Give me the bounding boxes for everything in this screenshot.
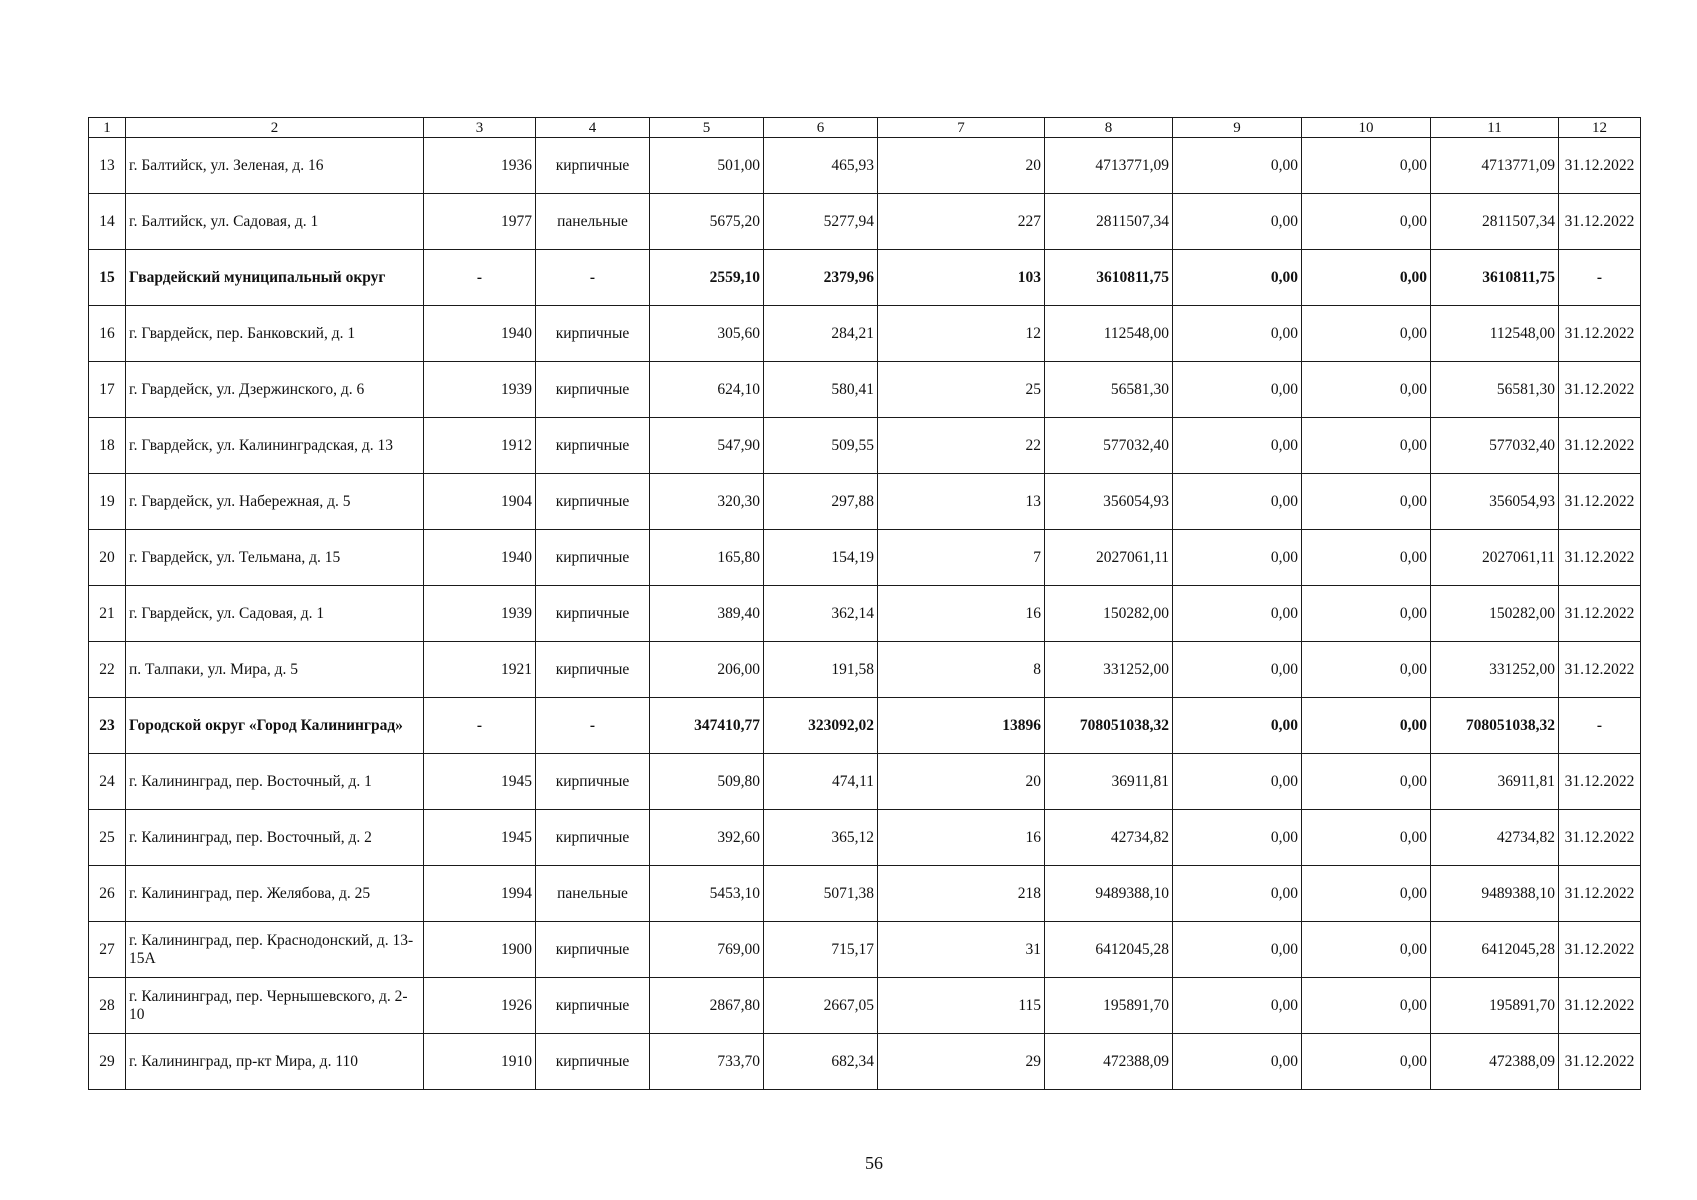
col-header-6: 6 [764, 118, 878, 138]
address-cell: п. Талпаки, ул. Мира, д. 5 [126, 642, 424, 698]
row-number: 17 [89, 362, 126, 418]
address-cell: г. Калининград, пер. Восточный, д. 1 [126, 754, 424, 810]
col8-cell: 356054,93 [1045, 474, 1173, 530]
col6-cell: 5277,94 [764, 194, 878, 250]
date-cell: 31.12.2022 [1559, 866, 1641, 922]
col8-cell: 331252,00 [1045, 642, 1173, 698]
col11-cell: 3610811,75 [1431, 250, 1559, 306]
wall-material-cell: кирпичные [536, 362, 650, 418]
date-cell: 31.12.2022 [1559, 138, 1641, 194]
col9-cell: 0,00 [1173, 586, 1302, 642]
col11-cell: 9489388,10 [1431, 866, 1559, 922]
address-cell: г. Гвардейск, ул. Набережная, д. 5 [126, 474, 424, 530]
table-row [89, 922, 1641, 978]
table-row [89, 306, 1641, 362]
wall-material-cell: кирпичные [536, 530, 650, 586]
col10-cell: 0,00 [1302, 418, 1431, 474]
col7-cell: 13896 [878, 698, 1045, 754]
year-cell: - [424, 698, 536, 754]
date-cell: - [1559, 250, 1641, 306]
col9-cell: 0,00 [1173, 250, 1302, 306]
table-row-total [89, 250, 1641, 306]
table-row [89, 642, 1641, 698]
address-cell: г. Гвардейск, ул. Калининградская, д. 13 [126, 418, 424, 474]
col9-cell: 0,00 [1173, 810, 1302, 866]
row-number: 13 [89, 138, 126, 194]
col-header-1: 1 [89, 118, 126, 138]
col7-cell: 227 [878, 194, 1045, 250]
date-cell: 31.12.2022 [1559, 754, 1641, 810]
col10-cell: 0,00 [1302, 810, 1431, 866]
year-cell: 1945 [424, 810, 536, 866]
year-cell: 1940 [424, 530, 536, 586]
table-row [89, 754, 1641, 810]
col9-cell: 0,00 [1173, 418, 1302, 474]
col8-cell: 708051038,32 [1045, 698, 1173, 754]
year-cell: 1945 [424, 754, 536, 810]
col8-cell: 2811507,34 [1045, 194, 1173, 250]
row-number: 21 [89, 586, 126, 642]
address-cell: г. Гвардейск, ул. Дзержинского, д. 6 [126, 362, 424, 418]
table-row [89, 1034, 1641, 1090]
col5-cell: 501,00 [650, 138, 764, 194]
address-cell: г. Гвардейск, ул. Садовая, д. 1 [126, 586, 424, 642]
col9-cell: 0,00 [1173, 1034, 1302, 1090]
year-cell: 1939 [424, 586, 536, 642]
col11-cell: 6412045,28 [1431, 922, 1559, 978]
col9-cell: 0,00 [1173, 474, 1302, 530]
col6-cell: 2667,05 [764, 978, 878, 1034]
col10-cell: 0,00 [1302, 474, 1431, 530]
col8-cell: 195891,70 [1045, 978, 1173, 1034]
wall-material-cell: - [536, 698, 650, 754]
wall-material-cell: кирпичные [536, 138, 650, 194]
col5-cell: 5453,10 [650, 866, 764, 922]
col10-cell: 0,00 [1302, 530, 1431, 586]
col5-cell: 206,00 [650, 642, 764, 698]
wall-material-cell: кирпичные [536, 306, 650, 362]
col10-cell: 0,00 [1302, 194, 1431, 250]
col8-cell: 56581,30 [1045, 362, 1173, 418]
table-row [89, 138, 1641, 194]
col11-cell: 331252,00 [1431, 642, 1559, 698]
col9-cell: 0,00 [1173, 138, 1302, 194]
col9-cell: 0,00 [1173, 642, 1302, 698]
col-header-11: 11 [1431, 118, 1559, 138]
col8-cell: 9489388,10 [1045, 866, 1173, 922]
col-header-10: 10 [1302, 118, 1431, 138]
wall-material-cell: кирпичные [536, 418, 650, 474]
col5-cell: 5675,20 [650, 194, 764, 250]
col6-cell: 2379,96 [764, 250, 878, 306]
col-header-4: 4 [536, 118, 650, 138]
wall-material-cell: кирпичные [536, 586, 650, 642]
col11-cell: 356054,93 [1431, 474, 1559, 530]
col7-cell: 25 [878, 362, 1045, 418]
year-cell: 1912 [424, 418, 536, 474]
col10-cell: 0,00 [1302, 978, 1431, 1034]
col5-cell: 733,70 [650, 1034, 764, 1090]
col10-cell: 0,00 [1302, 586, 1431, 642]
year-cell: 1940 [424, 306, 536, 362]
col7-cell: 31 [878, 922, 1045, 978]
wall-material-cell: кирпичные [536, 754, 650, 810]
year-cell: 1977 [424, 194, 536, 250]
wall-material-cell: кирпичные [536, 922, 650, 978]
wall-material-cell: кирпичные [536, 642, 650, 698]
col11-cell: 150282,00 [1431, 586, 1559, 642]
col8-cell: 112548,00 [1045, 306, 1173, 362]
col10-cell: 0,00 [1302, 138, 1431, 194]
wall-material-cell: кирпичные [536, 474, 650, 530]
col11-cell: 195891,70 [1431, 978, 1559, 1034]
table-row [89, 474, 1641, 530]
col9-cell: 0,00 [1173, 530, 1302, 586]
col6-cell: 580,41 [764, 362, 878, 418]
col10-cell: 0,00 [1302, 1034, 1431, 1090]
col5-cell: 347410,77 [650, 698, 764, 754]
row-number: 14 [89, 194, 126, 250]
col5-cell: 392,60 [650, 810, 764, 866]
col6-cell: 284,21 [764, 306, 878, 362]
date-cell: 31.12.2022 [1559, 586, 1641, 642]
year-cell: 1936 [424, 138, 536, 194]
address-cell: г. Калининград, пер. Чернышевского, д. 2-10 [126, 978, 424, 1034]
row-number: 27 [89, 922, 126, 978]
date-cell: 31.12.2022 [1559, 306, 1641, 362]
table-body [89, 118, 1641, 1090]
col9-cell: 0,00 [1173, 698, 1302, 754]
date-cell: 31.12.2022 [1559, 530, 1641, 586]
col6-cell: 362,14 [764, 586, 878, 642]
col6-cell: 715,17 [764, 922, 878, 978]
col9-cell: 0,00 [1173, 866, 1302, 922]
col11-cell: 2027061,11 [1431, 530, 1559, 586]
address-cell: Городской округ «Город Калининград» [126, 698, 424, 754]
col6-cell: 154,19 [764, 530, 878, 586]
row-number: 16 [89, 306, 126, 362]
col6-cell: 323092,02 [764, 698, 878, 754]
table-row-total [89, 698, 1641, 754]
col5-cell: 389,40 [650, 586, 764, 642]
year-cell: 1904 [424, 474, 536, 530]
housing-register-table [88, 117, 1641, 1090]
address-cell: г. Балтийск, ул. Садовая, д. 1 [126, 194, 424, 250]
col8-cell: 6412045,28 [1045, 922, 1173, 978]
col9-cell: 0,00 [1173, 978, 1302, 1034]
col7-cell: 22 [878, 418, 1045, 474]
col5-cell: 2867,80 [650, 978, 764, 1034]
row-number: 24 [89, 754, 126, 810]
table-row [89, 194, 1641, 250]
col5-cell: 305,60 [650, 306, 764, 362]
row-number: 19 [89, 474, 126, 530]
col7-cell: 115 [878, 978, 1045, 1034]
col11-cell: 4713771,09 [1431, 138, 1559, 194]
col-header-12: 12 [1559, 118, 1641, 138]
address-cell: г. Калининград, пер. Желябова, д. 25 [126, 866, 424, 922]
date-cell: 31.12.2022 [1559, 194, 1641, 250]
table-row [89, 530, 1641, 586]
row-number: 20 [89, 530, 126, 586]
table-row [89, 866, 1641, 922]
date-cell: 31.12.2022 [1559, 418, 1641, 474]
col11-cell: 112548,00 [1431, 306, 1559, 362]
col6-cell: 509,55 [764, 418, 878, 474]
col6-cell: 465,93 [764, 138, 878, 194]
row-number: 29 [89, 1034, 126, 1090]
col8-cell: 2027061,11 [1045, 530, 1173, 586]
col-header-2: 2 [126, 118, 424, 138]
col8-cell: 36911,81 [1045, 754, 1173, 810]
row-number: 25 [89, 810, 126, 866]
col7-cell: 20 [878, 138, 1045, 194]
row-number: 18 [89, 418, 126, 474]
date-cell: 31.12.2022 [1559, 642, 1641, 698]
col9-cell: 0,00 [1173, 306, 1302, 362]
col5-cell: 165,80 [650, 530, 764, 586]
register-sheet [88, 117, 1640, 1090]
col9-cell: 0,00 [1173, 362, 1302, 418]
address-cell: г. Калининград, пр-кт Мира, д. 110 [126, 1034, 424, 1090]
wall-material-cell: кирпичные [536, 1034, 650, 1090]
col6-cell: 191,58 [764, 642, 878, 698]
col5-cell: 624,10 [650, 362, 764, 418]
wall-material-cell: кирпичные [536, 978, 650, 1034]
year-cell: 1900 [424, 922, 536, 978]
col10-cell: 0,00 [1302, 754, 1431, 810]
col5-cell: 320,30 [650, 474, 764, 530]
col9-cell: 0,00 [1173, 922, 1302, 978]
col7-cell: 29 [878, 1034, 1045, 1090]
date-cell: 31.12.2022 [1559, 810, 1641, 866]
year-cell: 1910 [424, 1034, 536, 1090]
wall-material-cell: - [536, 250, 650, 306]
row-number: 15 [89, 250, 126, 306]
col10-cell: 0,00 [1302, 250, 1431, 306]
address-cell: г. Калининград, пер. Восточный, д. 2 [126, 810, 424, 866]
col7-cell: 20 [878, 754, 1045, 810]
col7-cell: 103 [878, 250, 1045, 306]
col8-cell: 577032,40 [1045, 418, 1173, 474]
col5-cell: 509,80 [650, 754, 764, 810]
col5-cell: 769,00 [650, 922, 764, 978]
col-header-3: 3 [424, 118, 536, 138]
col6-cell: 5071,38 [764, 866, 878, 922]
col6-cell: 474,11 [764, 754, 878, 810]
col-header-7: 7 [878, 118, 1045, 138]
col7-cell: 16 [878, 586, 1045, 642]
col8-cell: 4713771,09 [1045, 138, 1173, 194]
col10-cell: 0,00 [1302, 362, 1431, 418]
col5-cell: 547,90 [650, 418, 764, 474]
table-row [89, 978, 1641, 1034]
date-cell: 31.12.2022 [1559, 978, 1641, 1034]
year-cell: 1926 [424, 978, 536, 1034]
col11-cell: 42734,82 [1431, 810, 1559, 866]
wall-material-cell: кирпичные [536, 810, 650, 866]
col5-cell: 2559,10 [650, 250, 764, 306]
col11-cell: 36911,81 [1431, 754, 1559, 810]
date-cell: 31.12.2022 [1559, 1034, 1641, 1090]
col9-cell: 0,00 [1173, 754, 1302, 810]
col10-cell: 0,00 [1302, 642, 1431, 698]
col7-cell: 7 [878, 530, 1045, 586]
col8-cell: 150282,00 [1045, 586, 1173, 642]
col11-cell: 2811507,34 [1431, 194, 1559, 250]
date-cell: 31.12.2022 [1559, 474, 1641, 530]
col10-cell: 0,00 [1302, 922, 1431, 978]
year-cell: 1939 [424, 362, 536, 418]
row-number: 23 [89, 698, 126, 754]
col11-cell: 708051038,32 [1431, 698, 1559, 754]
col-header-8: 8 [1045, 118, 1173, 138]
col9-cell: 0,00 [1173, 194, 1302, 250]
date-cell: 31.12.2022 [1559, 922, 1641, 978]
col10-cell: 0,00 [1302, 866, 1431, 922]
address-cell: г. Гвардейск, пер. Банковский, д. 1 [126, 306, 424, 362]
row-number: 28 [89, 978, 126, 1034]
col6-cell: 365,12 [764, 810, 878, 866]
column-number-header-row [89, 118, 1641, 138]
col11-cell: 577032,40 [1431, 418, 1559, 474]
table-row [89, 586, 1641, 642]
col10-cell: 0,00 [1302, 306, 1431, 362]
col11-cell: 56581,30 [1431, 362, 1559, 418]
wall-material-cell: панельные [536, 866, 650, 922]
year-cell: 1921 [424, 642, 536, 698]
col-header-5: 5 [650, 118, 764, 138]
wall-material-cell: панельные [536, 194, 650, 250]
address-cell: г. Калининград, пер. Краснодонский, д. 13-15А [126, 922, 424, 978]
table-row [89, 418, 1641, 474]
col11-cell: 472388,09 [1431, 1034, 1559, 1090]
col7-cell: 16 [878, 810, 1045, 866]
col7-cell: 8 [878, 642, 1045, 698]
col7-cell: 218 [878, 866, 1045, 922]
col7-cell: 12 [878, 306, 1045, 362]
year-cell: 1994 [424, 866, 536, 922]
year-cell: - [424, 250, 536, 306]
address-cell: г. Гвардейск, ул. Тельмана, д. 15 [126, 530, 424, 586]
col10-cell: 0,00 [1302, 698, 1431, 754]
col8-cell: 42734,82 [1045, 810, 1173, 866]
col8-cell: 472388,09 [1045, 1034, 1173, 1090]
col7-cell: 13 [878, 474, 1045, 530]
table-row [89, 810, 1641, 866]
row-number: 22 [89, 642, 126, 698]
col8-cell: 3610811,75 [1045, 250, 1173, 306]
col6-cell: 297,88 [764, 474, 878, 530]
table-row [89, 362, 1641, 418]
col6-cell: 682,34 [764, 1034, 878, 1090]
date-cell: 31.12.2022 [1559, 362, 1641, 418]
col-header-9: 9 [1173, 118, 1302, 138]
page-number: 56 [865, 1153, 883, 1173]
date-cell: - [1559, 698, 1641, 754]
address-cell: Гвардейский муниципальный округ [126, 250, 424, 306]
address-cell: г. Балтийск, ул. Зеленая, д. 16 [126, 138, 424, 194]
row-number: 26 [89, 866, 126, 922]
